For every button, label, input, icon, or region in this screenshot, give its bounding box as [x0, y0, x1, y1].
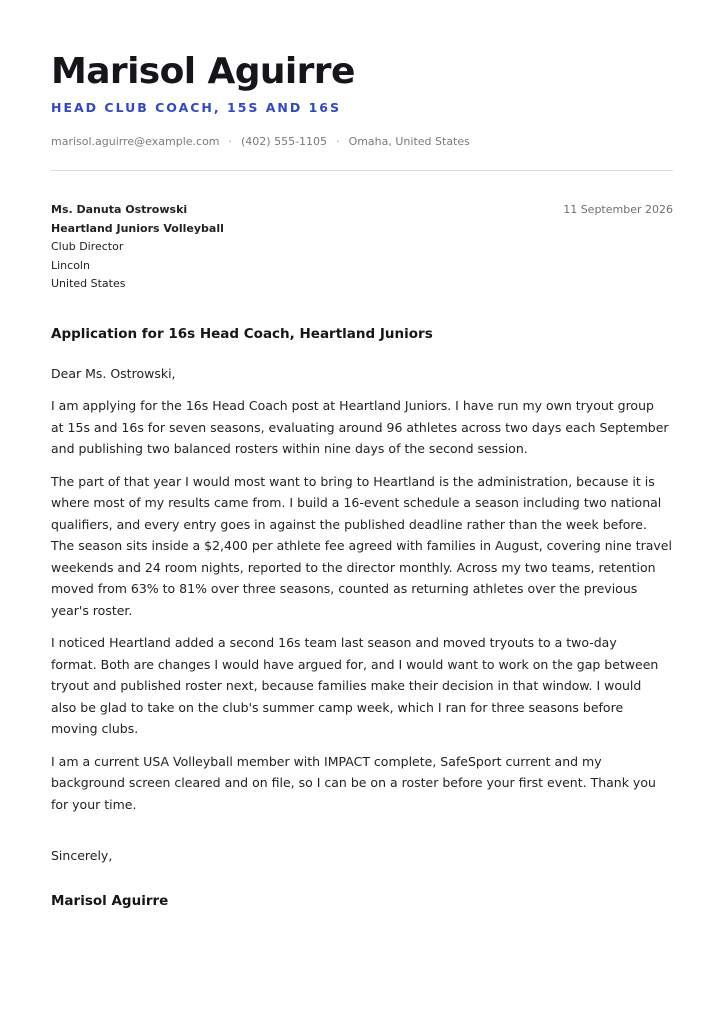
paragraph-line: background screen cleared and on file, so I can be on a roster before your first event. Thank you [51, 775, 656, 790]
paragraph-line: format. Both are changes I would have argued for, and I would want to work on the gap between [51, 656, 659, 672]
body-paragraph [51, 471, 673, 622]
applicant-role: HEAD CLUB COACH, 15S AND 16S [51, 100, 342, 115]
paragraph-line: The season sits inside a $2,400 per athlete fee agreed with families in August, covering nine travel [51, 538, 672, 553]
contact-location: Omaha, United States [348, 135, 470, 148]
paragraph-line: The part of that year I would most want to bring to Heartland is the administration, because it is [51, 473, 655, 489]
paragraph-line: moving clubs. [51, 721, 139, 736]
paragraph-line: year's roster. [51, 602, 133, 618]
paragraph-line: and publishing two balanced rosters within nine days of the second session. [51, 441, 528, 456]
applicant-name: Marisol Aguirre [51, 51, 355, 92]
recipient-block [51, 201, 224, 294]
paragraph-line: moved from 63% to 81% over three seasons, counted as returning athletes over the previous [51, 581, 638, 596]
body-paragraph [51, 632, 673, 740]
recipient-name: Ms. Danuta Ostrowski [51, 203, 188, 216]
letter-closing: Sincerely, [51, 848, 113, 863]
contact-separator: · [228, 135, 233, 148]
paragraph-line: I am a current USA Volleyball member with IMPACT complete, SafeSport current and my [51, 753, 602, 769]
cover-letter-page [51, 0, 673, 1024]
letter-date: 11 September 2026 [563, 203, 673, 216]
paragraph-line: tryout and published roster next, because families make their decision in that window. I would [51, 678, 642, 693]
paragraph-line: I am applying for the 16s Head Coach post at Heartland Juniors. I have run my own tryout group [51, 398, 654, 413]
paragraph-line: weekends and 24 room nights, reported to the director monthly. Across my two teams, retention [51, 559, 656, 575]
contact-phone: (402) 555-1105 [241, 135, 328, 148]
header-divider [51, 170, 673, 171]
paragraph-line: where most of my results came from. I build a 16-event schedule a season including two national [51, 495, 662, 510]
signature-name: Marisol Aguirre [51, 893, 169, 909]
contact-email: marisol.aguirre@example.com [51, 135, 220, 148]
paragraph-line: also be glad to take on the club's summer camp week, which I ran for three seasons before [51, 699, 624, 715]
body-paragraph [51, 395, 673, 460]
letter-subject: Application for 16s Head Coach, Heartland Juniors [51, 326, 433, 342]
body-paragraph [51, 751, 673, 816]
recipient-country: United States [51, 277, 126, 290]
recipient-title: Club Director [51, 240, 124, 253]
paragraph-line: qualifiers, and every entry goes in against the published deadline rather than the week before. [51, 516, 647, 532]
paragraph-line: I noticed Heartland added a second 16s team last season and moved tryouts to a two-day [51, 635, 617, 650]
paragraph-line: for your time. [51, 796, 137, 812]
contact-line [51, 134, 470, 150]
paragraph-line: at 15s and 16s for seven seasons, evaluating around 96 athletes across two days each September [51, 419, 669, 435]
recipient-organization: Heartland Juniors Volleyball [51, 221, 224, 235]
contact-separator: · [336, 135, 340, 148]
letter-body [51, 395, 673, 826]
letter-greeting: Dear Ms. Ostrowski, [51, 366, 176, 381]
recipient-city: Lincoln [51, 258, 90, 272]
